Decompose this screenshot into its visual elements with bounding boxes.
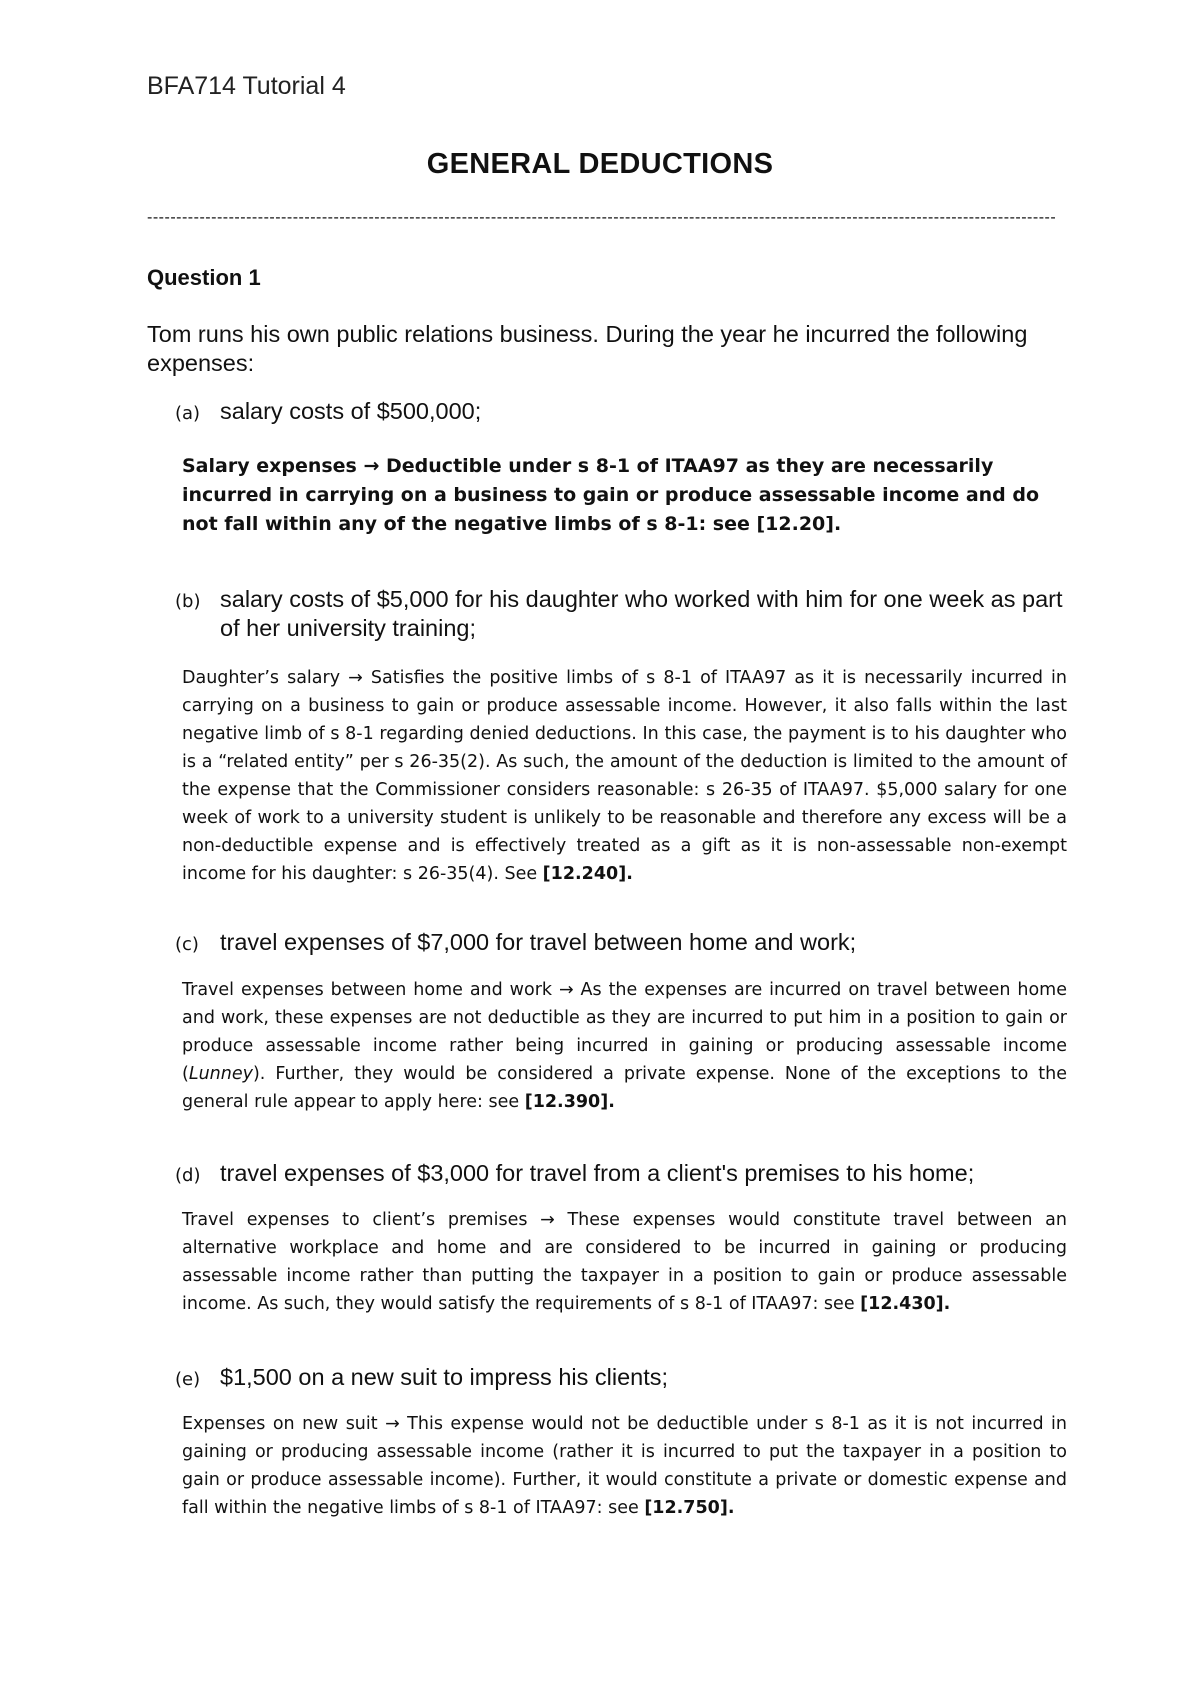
item-d-question [175, 1159, 1075, 1188]
item-b-answer [182, 664, 1067, 888]
item-d-answer-ref: [12.430]. [860, 1294, 951, 1314]
item-a-answer: Salary expenses → Deductible under s 8-1 of ITAA97 as they are necessarily incurred in carrying on a business to gain or produce assessable income and do not fall within any of the negative limbs of s 8-1: see [12.20]. [182, 455, 1040, 535]
item-b-label: (b) [175, 591, 201, 612]
item-c-label: (c) [175, 934, 199, 955]
item-c-answer-case: Lunney [188, 1064, 253, 1084]
item-c-text: travel expenses of $7,000 for travel between home and work; [220, 929, 857, 955]
question-intro: Tom runs his own public relations business. During the year he incurred the following expenses: [147, 321, 1028, 376]
item-a-text: salary costs of $500,000; [220, 398, 482, 424]
item-a-question [175, 397, 1075, 426]
question-heading: Question 1 [147, 265, 261, 290]
item-b-answer-ref: [12.240]. [542, 864, 633, 884]
item-b-text: salary costs of $5,000 for his daughter who worked with him for one week as part of her university training; [220, 586, 1063, 641]
divider-line: ------------------------------------------------------------------------------------------------------------------------------------------------------------ [147, 209, 1057, 226]
item-e-question [175, 1363, 1075, 1392]
item-b-answer-text: Daughter’s salary → Satisfies the positive limbs of s 8-1 of ITAA97 as it is necessarily incurred in carrying on a business to gain or produce assessable income. However, it also falls within the last negative limb of s 8-1 regarding denied deductions. In this case, the payment is to his daughter who is a “related entity” per s 26-35(2). As such, the amount of the deduction is limited to the amount of the expense that the Commissioner considers reasonable: s 26-35 of ITAA97. $5,000 salary for one week of work to a university student is unlikely to be reasonable and therefore any excess will be a non-deductible expense and is effectively treated as a gift as it is non-assessable non-exempt income for his daughter: s 26-35(4). See [182, 668, 1067, 884]
item-e-text: $1,500 on a new suit to impress his clients; [220, 1364, 669, 1390]
item-d-text: travel expenses of $3,000 for travel from a client's premises to his home; [220, 1160, 975, 1186]
item-c-answer [182, 976, 1067, 1116]
document-title: GENERAL DEDUCTIONS [426, 148, 774, 180]
item-d-label: (d) [175, 1165, 201, 1186]
item-c-answer-text: Travel expenses between home and work → As the expenses are incurred on travel between home and work, these expenses are not deductible as they are incurred to put him in a position to gain or produce assessable income rather being incurred in gaining or producing assessable income ( [182, 980, 1067, 1084]
item-c-question [175, 928, 1075, 957]
item-a-label: (a) [175, 403, 201, 424]
item-e-answer-text: Expenses on new suit → This expense would not be deductible under s 8-1 as it is not incurred in gaining or producing assessable income (rather it is incurred to put the taxpayer in a position to gain or produce assessable income). Further, it would constitute a private or domestic expense and fall within the negative limbs of s 8-1 of ITAA97: see [182, 1414, 1067, 1518]
item-d-answer [182, 1206, 1067, 1318]
item-e-label: (e) [175, 1369, 201, 1390]
item-e-answer-ref: [12.750]. [644, 1498, 735, 1518]
item-e-answer [182, 1410, 1067, 1522]
item-b-question [175, 585, 1075, 643]
item-c-answer-ref: [12.390]. [524, 1092, 615, 1112]
item-c-answer-text-2: ). Further, they would be considered a private expense. None of the exceptions to the general rule appear to apply here: see [182, 1064, 1067, 1112]
document-header: BFA714 Tutorial 4 [147, 72, 346, 100]
item-d-answer-text: Travel expenses to client’s premises → These expenses would constitute travel between an alternative workplace and home and are considered to be incurred in gaining or producing assessable income rather than putting the taxpayer in a position to gain or produce assessable income. As such, they would satisfy the requirements of s 8-1 of ITAA97: see [182, 1210, 1067, 1314]
